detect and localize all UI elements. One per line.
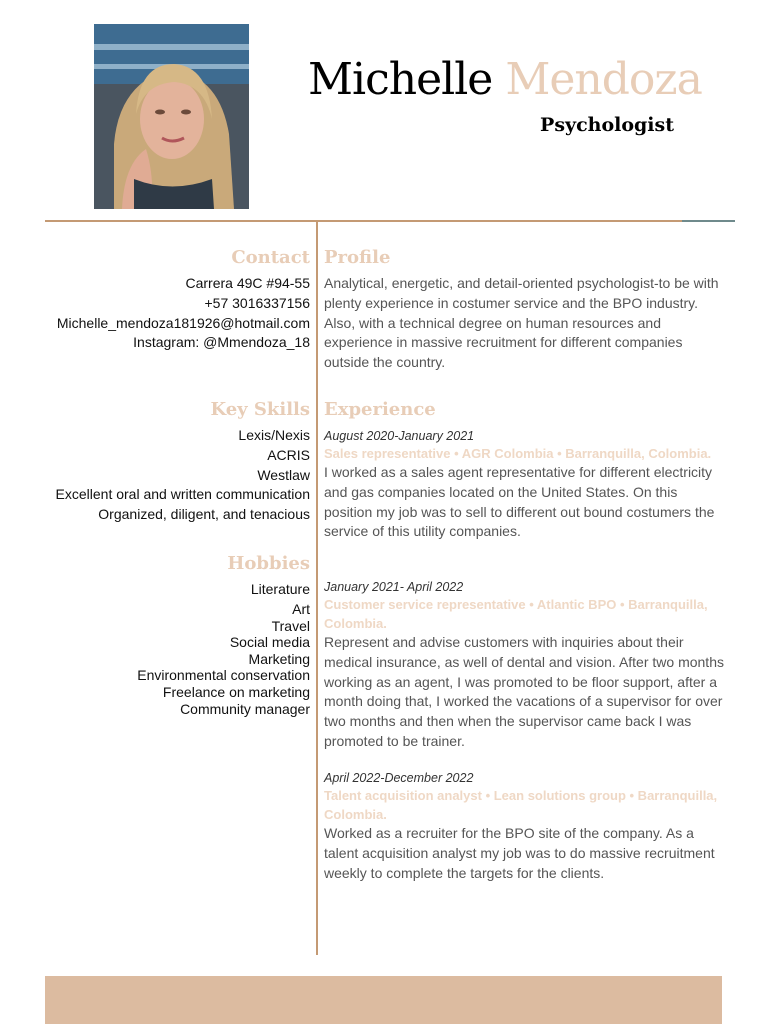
- hobby-item: Social media: [229, 634, 310, 651]
- contact-phone: +57 3016337156: [204, 294, 310, 311]
- footer-bar: [45, 976, 722, 1024]
- hobby-item: Literature: [250, 581, 310, 597]
- horizontal-divider: [45, 220, 735, 222]
- vertical-divider: [316, 222, 318, 955]
- candidate-name: [308, 52, 702, 108]
- skill-item: Lexis/Nexis: [238, 427, 310, 443]
- experience-item: [324, 579, 729, 752]
- hobbies-list-more: [137, 601, 310, 717]
- contact-heading: Contact: [231, 247, 310, 268]
- hobby-item: Marketing: [248, 650, 310, 667]
- hobby-item: Travel: [271, 617, 310, 634]
- skill-item: Westlaw: [257, 466, 310, 483]
- skill-item: Organized, diligent, and tenacious: [98, 506, 310, 523]
- job-date: April 2022-December 2022: [324, 771, 474, 785]
- hobbies-list: [251, 580, 310, 600]
- job-description: Represent and advise customers with inquiries about their medical insurance, as well of dental and vision. After two months working as an agent, I was promoted to be floor support, after a month doing that, I worked the vacations of a supervisor for over two months and then when the supervisor came back I was promoted to be trainer.: [324, 634, 724, 749]
- experience-item: [324, 428, 729, 542]
- hobbies-heading: Hobbies: [227, 553, 310, 574]
- hobby-item: Art: [292, 601, 310, 617]
- hobby-item: Community manager: [180, 700, 310, 717]
- job-description: Worked as a recruiter for the BPO site of the company. As a talent acquisition analyst my job was to do massive recruitment weekly to complete the targets for the clients.: [324, 825, 715, 881]
- skill-item: Excellent oral and written communication: [55, 486, 310, 503]
- first-name: Michelle: [308, 54, 493, 105]
- hobby-item: Freelance on marketing: [162, 683, 310, 700]
- skills-heading: Key Skills: [210, 399, 310, 420]
- contact-email: Michelle_mendoza181926@hotmail.com: [56, 314, 310, 331]
- job-date: January 2021- April 2022: [324, 580, 464, 594]
- hobby-item: Environmental conservation: [137, 667, 310, 684]
- job-date: August 2020-January 2021: [324, 429, 475, 443]
- job-title: Psychologist: [540, 114, 674, 136]
- profile-photo-image: [94, 24, 249, 209]
- contact-address: Carrera 49C #94-55: [185, 275, 310, 291]
- contact-list: [57, 274, 310, 353]
- experience-item: [324, 770, 729, 883]
- experience-heading: Experience: [324, 399, 436, 420]
- skill-item: ACRIS: [267, 446, 310, 463]
- profile-heading: Profile: [324, 247, 391, 268]
- job-role: Talent acquisition analyst • Lean solutions group • Barranquilla, Colombia.: [324, 788, 718, 822]
- skills-list: [56, 426, 310, 525]
- contact-instagram: Instagram: @Mmendoza_18: [133, 334, 310, 351]
- divider-accent: [682, 220, 735, 222]
- job-description: I worked as a sales agent representative for different electricity and gas companies located on the United States. On this position my job was to sell to different out bound costumers the service of this utility companies.: [324, 464, 715, 540]
- profile-text: Analytical, energetic, and detail-oriented psychologist-to be with plenty experience in costumer service and the BPO industry. Also, with a technical degree on human resources and experience in massive recruitment for different companies outside the country.: [324, 275, 719, 371]
- job-role: Customer service representative • Atlantic BPO • Barranquilla, Colombia.: [324, 597, 708, 631]
- job-role: Sales representative • AGR Colombia • Barranquilla, Colombia.: [324, 446, 712, 461]
- last-name: Mendoza: [505, 54, 702, 105]
- profile-photo: [94, 24, 249, 209]
